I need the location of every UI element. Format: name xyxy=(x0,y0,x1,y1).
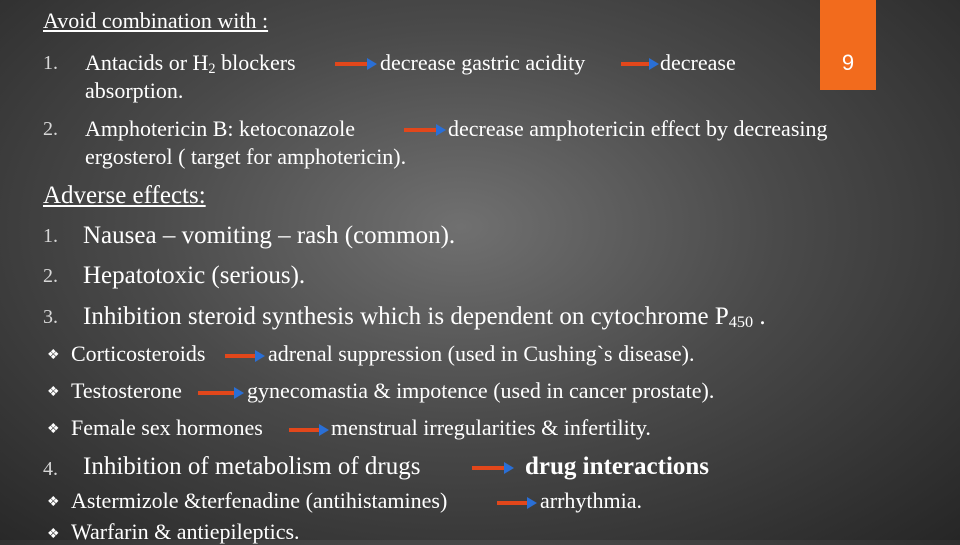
diamond-bullet-icon: ❖ xyxy=(47,348,60,363)
diamond-bullet-icon: ❖ xyxy=(47,527,60,542)
p450-subscript: 450 xyxy=(728,313,754,331)
adverse-item-1: Nausea – vomiting – rash (common). xyxy=(83,222,456,249)
decrease-acidity-text: decrease gastric acidity xyxy=(380,50,586,75)
arrow-icon xyxy=(335,58,377,70)
arrow-icon xyxy=(404,124,446,136)
testosterone-text: Testosterone xyxy=(71,378,182,403)
list-number: 1. xyxy=(43,225,58,247)
drug-interactions-text: drug interactions xyxy=(525,453,710,480)
h2-subscript: 2 xyxy=(208,61,216,77)
absorption-text: absorption. xyxy=(85,78,184,103)
list-number: 3. xyxy=(43,306,58,328)
arrow-icon xyxy=(621,58,659,70)
adverse-item-2: Hepatotoxic (serious). xyxy=(83,262,306,289)
diamond-bullet-icon: ❖ xyxy=(47,495,60,510)
inhibition-steroid-text: Inhibition steroid synthesis which is dependent on cytochrome P xyxy=(83,303,729,330)
blockers-text: blockers xyxy=(215,50,296,75)
arrhythmia-text: arrhythmia. xyxy=(540,488,643,513)
antacids-text: Antacids or H xyxy=(85,50,209,75)
slide-number: 9 xyxy=(841,50,855,75)
arrow-icon xyxy=(289,424,329,436)
astermizole-text: Astermizole &terfenadine (antihistamines) xyxy=(71,488,448,513)
list-number: 1. xyxy=(43,52,58,74)
arrow-icon xyxy=(198,387,244,399)
adverse-effects-heading: Adverse effects: xyxy=(43,182,206,209)
female-hormones-text: Female sex hormones xyxy=(71,415,263,440)
inhibition-metabolism-text: Inhibition of metabolism of drugs xyxy=(83,453,421,480)
adverse-item-3 xyxy=(83,302,766,337)
list-number: 4. xyxy=(43,458,58,480)
list-number: 2. xyxy=(43,265,58,287)
amphotericin-text: Amphotericin B: ketoconazole xyxy=(85,116,356,141)
ergosterol-text: ergosterol ( target for amphotericin). xyxy=(85,144,407,169)
menstrual-text: menstrual irregularities & infertility. xyxy=(331,415,651,440)
list-number: 2. xyxy=(43,118,58,140)
gynecomastia-text: gynecomastia & impotence (used in cancer prostate). xyxy=(247,378,715,403)
decrease-text: decrease xyxy=(660,50,736,75)
decrease-amphotericin-text: decrease amphotericin effect by decreasing xyxy=(448,116,828,141)
slide-number-badge xyxy=(820,0,876,90)
avoid-combination-heading: Avoid combination with : xyxy=(43,8,269,33)
diamond-bullet-icon: ❖ xyxy=(47,422,60,437)
arrow-icon xyxy=(225,350,265,362)
adrenal-suppression-text: adrenal suppression (used in Cushing`s disease). xyxy=(268,341,695,366)
diamond-bullet-icon: ❖ xyxy=(47,385,60,400)
warfarin-text: Warfarin & antiepileptics. xyxy=(71,519,300,544)
arrow-icon xyxy=(472,462,514,474)
period-text: . xyxy=(753,303,766,330)
corticosteroids-text: Corticosteroids xyxy=(71,341,206,366)
arrow-icon xyxy=(497,497,537,509)
